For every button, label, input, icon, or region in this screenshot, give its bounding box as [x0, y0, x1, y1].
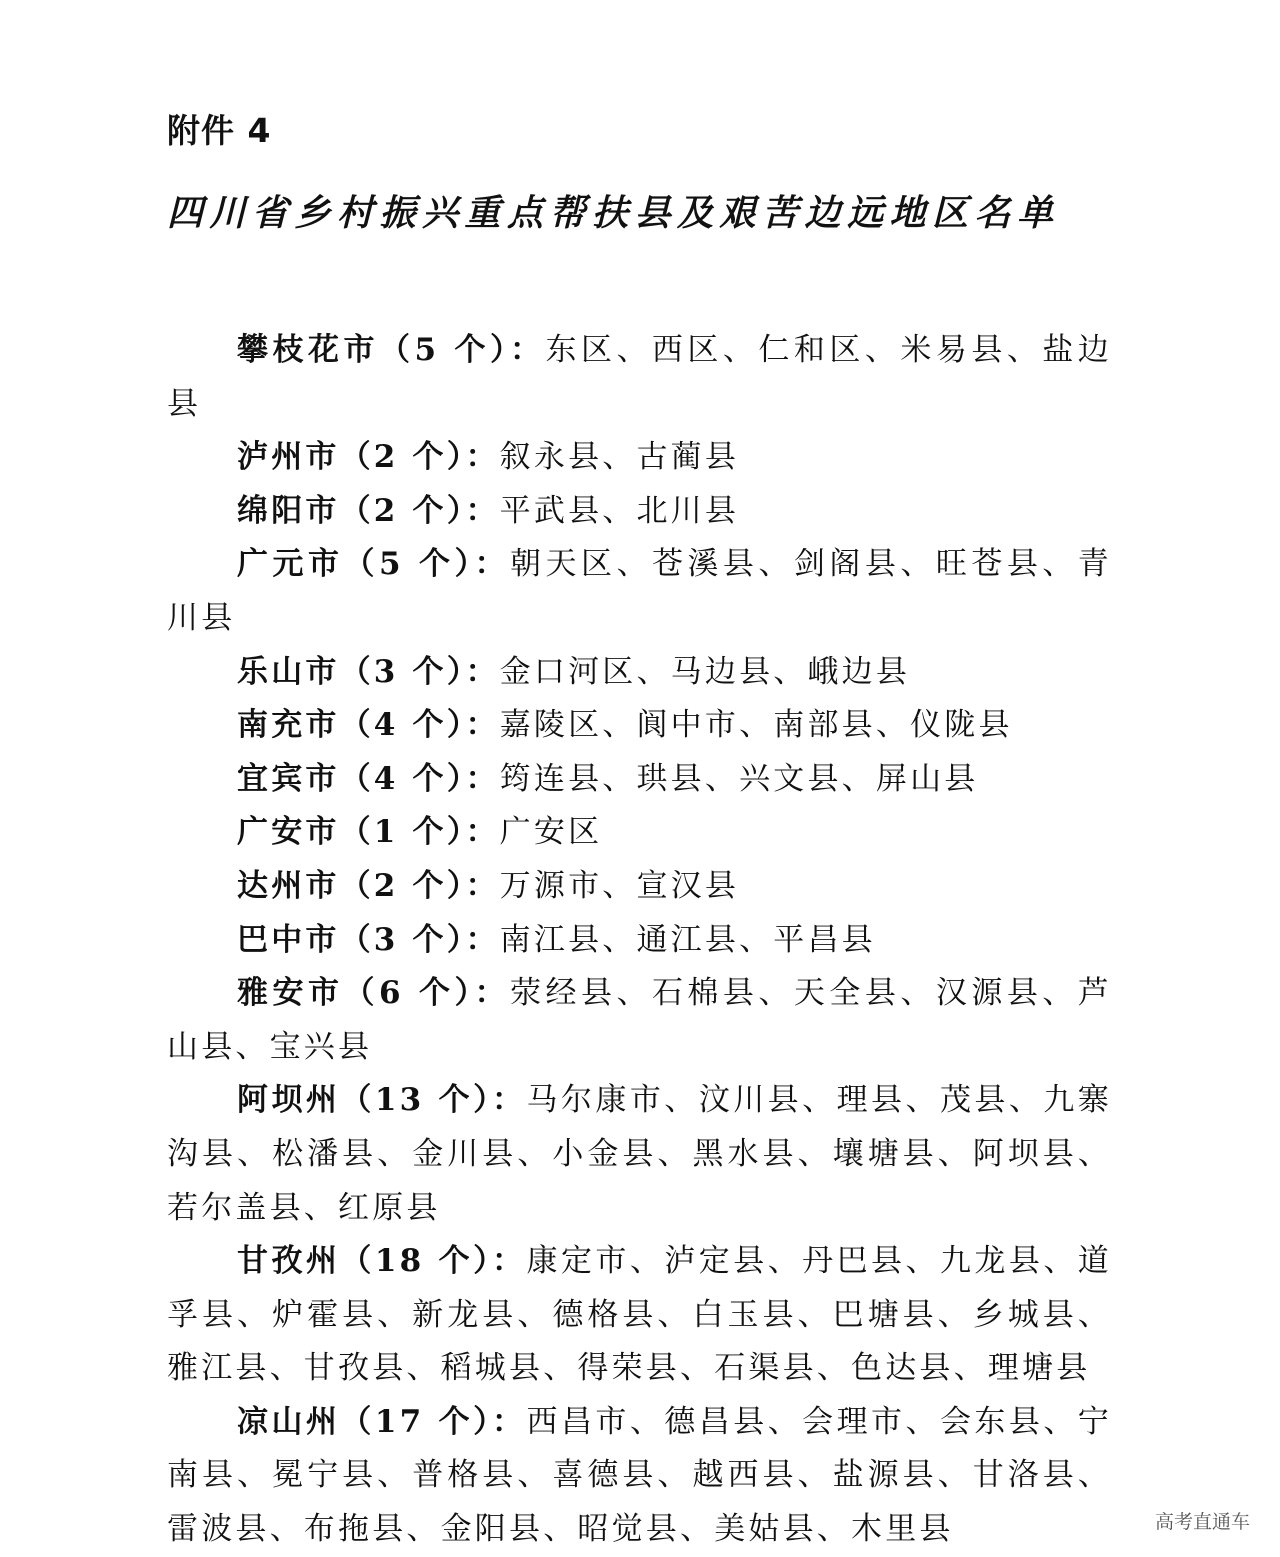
watermark: 高考直通车 — [1154, 1511, 1250, 1533]
city-label: 雅安市（6 个）： — [237, 975, 510, 1012]
county-names: 荥经县、石棉县、天全县、汉源县、芦山县、宝兴县 — [167, 975, 1112, 1065]
county-names: 东区、西区、仁和区、米易县、盐边县 — [167, 332, 1112, 422]
county-names: 朝天区、苍溪县、剑阁县、旺苍县、青川县 — [167, 546, 1112, 636]
document-title: 四川省乡村振兴重点帮扶县及艰苦边远地区名单 — [167, 193, 1060, 234]
county-names: 平武县、北川县 — [499, 492, 740, 529]
attachment-label: 附件 4 — [167, 111, 272, 150]
county-names: 广安区 — [499, 814, 603, 851]
county-names: 南江县、通江县、平昌县 — [499, 921, 876, 958]
city-label: 广安市（1 个）： — [237, 814, 500, 851]
city-label: 甘孜州（18 个）： — [237, 1243, 527, 1280]
city-label: 绵阳市（2 个）： — [237, 492, 500, 529]
city-label: 阿坝州（13 个）： — [237, 1082, 527, 1119]
list-item — [167, 914, 1112, 968]
county-names: 万源市、宣汉县 — [499, 867, 740, 904]
county-names: 康定市、泸定县、丹巴县、九龙县、道孚县、炉霍县、新龙县、德格县、白玉县、巴塘县、乡城县、雅江县、甘孜县、稻城县、得荣县、石渠县、色达县、理塘县 — [167, 1243, 1112, 1387]
city-label: 巴中市（3 个）： — [237, 921, 500, 958]
city-label: 宜宾市（4 个）： — [237, 760, 500, 797]
county-names: 金口河区、马边县、峨边县 — [499, 653, 911, 690]
county-names: 筠连县、珙县、兴文县、屏山县 — [499, 760, 979, 797]
list-item — [167, 1074, 1112, 1235]
city-label: 凉山州（17 个）： — [237, 1403, 527, 1440]
list-item — [167, 1396, 1112, 1557]
list-item — [167, 324, 1112, 431]
county-names: 西昌市、德昌县、会理市、会东县、宁南县、冕宁县、普格县、喜德县、越西县、盐源县、甘洛县、雷波县、布拖县、金阳县、昭觉县、美姑县、木里县 — [167, 1403, 1112, 1548]
county-names: 叙永县、古蔺县 — [499, 439, 740, 476]
county-names: 嘉陵区、阆中市、南部县、仪陇县 — [499, 707, 1013, 744]
county-list — [167, 324, 1112, 1557]
list-item — [167, 806, 1112, 860]
list-item — [167, 646, 1112, 700]
list-item — [167, 538, 1112, 645]
city-label: 南充市（4 个）： — [237, 707, 500, 744]
city-label: 达州市（2 个）： — [237, 867, 500, 904]
list-item — [167, 431, 1112, 485]
county-names: 马尔康市、汶川县、理县、茂县、九寨沟县、松潘县、金川县、小金县、黑水县、壤塘县、阿坝县、若尔盖县、红原县 — [167, 1082, 1112, 1226]
city-label: 乐山市（3 个）： — [237, 653, 500, 690]
list-item — [167, 485, 1112, 539]
list-item — [167, 699, 1112, 753]
city-label: 泸州市（2 个）： — [237, 439, 500, 476]
list-item — [167, 1235, 1112, 1396]
list-item — [167, 860, 1112, 914]
list-item — [167, 753, 1112, 807]
city-label: 广元市（5 个）： — [237, 546, 510, 583]
list-item — [167, 967, 1112, 1074]
city-label: 攀枝花市（5 个）： — [237, 332, 546, 368]
